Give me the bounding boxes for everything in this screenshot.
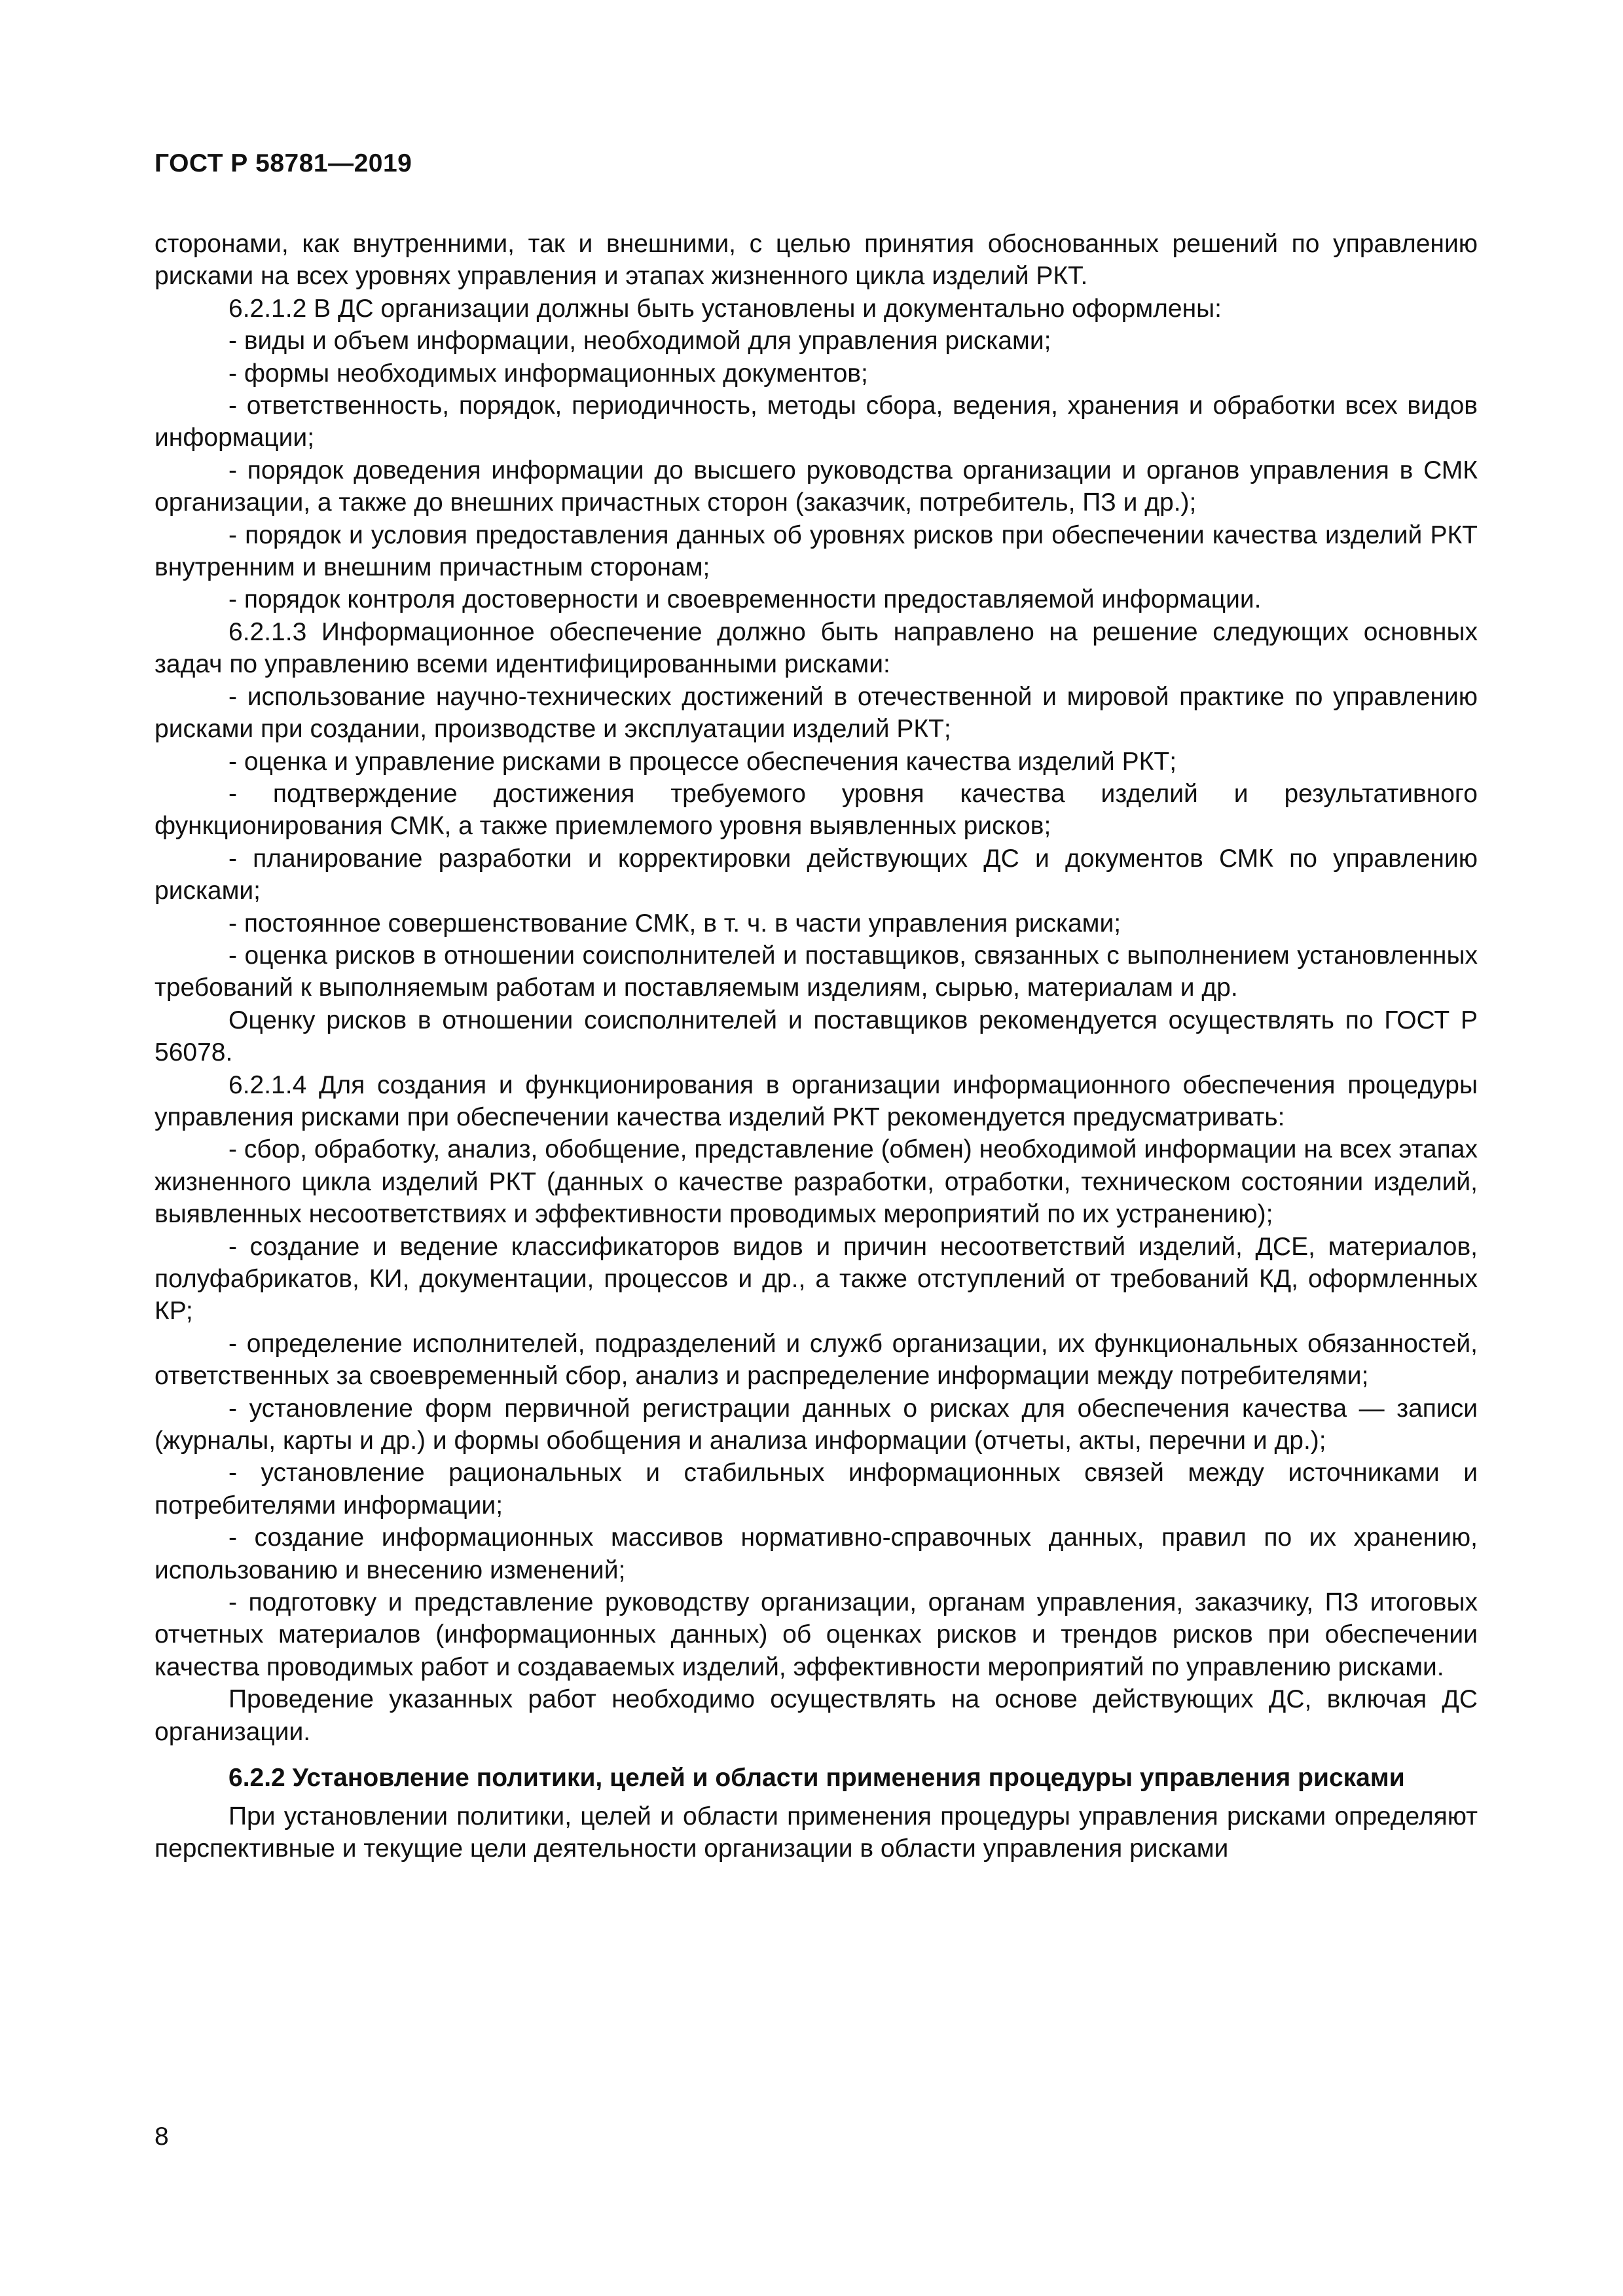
paragraph: 6.2.1.2 В ДС организации должны быть установлены и документально оформлены: [228,294,1222,323]
paragraph: сторонами, как внутренними, так и внешними, с целью принятия обоснованных решений по управлению рисками на всех уровнях управления и этапах жизненного цикла изделий РКТ. [155,230,1478,291]
paragraph: - формы необходимых информационных документов; [228,359,868,388]
paragraph: - виды и объем информации, необходимой для управления рисками; [228,327,1051,355]
paragraph: - ответственность, порядок, периодичность, методы сбора, ведения, хранения и обработки всех видов информации; [155,392,1478,452]
paragraph: - порядок доведения информации до высшего руководства организации и органов управления в СМК организации, а также до внешних причастных сторон (заказчик, потребитель, ПЗ и др.); [155,456,1478,517]
paragraph: - планирование разработки и корректировки действующих ДС и документов СМК по управлению рисками; [155,844,1478,905]
paragraph: При установлении политики, целей и области применения процедуры управления рисками определяют перспективные и текущие цели деятельности организации в области управления рисками [155,1802,1478,1863]
paragraph: 6.2.1.3 Информационное обеспечение должно быть направлено на решение следующих основных задач по управлению всеми идентифицированными рисками: [155,617,1478,679]
paragraph: - сбор, обработку, анализ, обобщение, представление (обмен) необходимой информации на всех этапах жизненного цикла изделий РКТ (данных о качестве разработки, отработки, техническом состоянии изделий, выявленных несоответствиях и эффективности проводимых мероприятий по их устранению); [155,1135,1478,1229]
paragraph: - использование научно-технических достижений в отечественной и мировой практике по управлению рисками при создании, производстве и эксплуатации изделий РКТ; [155,682,1478,744]
paragraph: - создание и ведение классификаторов видов и причин несоответствий изделий, ДСЕ, материалов, полуфабрикатов, КИ, документации, процессов и др., а также отступлений от требований КД, оформленных КР; [155,1232,1478,1326]
paragraph: - определение исполнителей, подразделений и служб организации, их функциональных обязанностей, ответственных за своевременный сбор, анализ и распределение информации между потребителями; [155,1329,1478,1391]
paragraph: - оценка и управление рисками в процессе обеспечения качества изделий РКТ; [228,747,1177,776]
paragraph: - подготовку и представление руководству организации, органам управления, заказчику, ПЗ итоговых отчетных материалов (информационных данных) об оценках рисков и трендов рисков при обеспечении качества проводимых работ и создаваемых изделий, эффективности мероприятий по управлению рисками. [155,1588,1478,1681]
paragraph: - порядок и условия предоставления данных об уровнях рисков при обеспечении качества изделий РКТ внутренним и внешним причастным сторонам; [155,520,1478,582]
paragraph: - установление форм первичной регистрации данных о рисках для обеспечения качества — записи (журналы, карты и др.) и формы обобщения и анализа информации (отчеты, акты, перечни и др.); [155,1394,1478,1455]
paragraph: - подтверждение достижения требуемого уровня качества изделий и результативного функционирования СМК, а также приемлемого уровня выявленных рисков; [155,779,1478,841]
page-number: 8 [155,2123,169,2151]
paragraph: 6.2.1.4 Для создания и функционирования в организации информационного обеспечения процедуры управления рисками при обеспечении качества изделий РКТ рекомендуется предусматривать: [155,1070,1478,1131]
paragraph: - установление рациональных и стабильных информационных связей между источниками и потребителями информации; [155,1459,1478,1520]
paragraph: - порядок контроля достоверности и своевременности предоставляемой информации. [228,585,1262,614]
paragraph: - постоянное совершенствование СМК, в т. ч. в части управления рисками; [228,909,1122,938]
document-header: ГОСТ Р 58781—2019 [155,149,412,177]
paragraph: - создание информационных массивов нормативно-справочных данных, правил по их хранению, использованию и внесению изменений; [155,1523,1478,1584]
paragraph: - оценка рисков в отношении соисполнителей и поставщиков, связанных с выполнением установленных требований к выполняемым работам и поставляемым изделиям, сырью, материалам и др. [155,941,1478,1002]
section-heading: 6.2.2 Установление политики, целей и области применения процедуры управления рисками [228,1764,1405,1793]
paragraph: Проведение указанных работ необходимо осуществлять на основе действующих ДС, включая ДС организации. [155,1685,1478,1746]
paragraph: Оценку рисков в отношении соисполнителей и поставщиков рекомендуется осуществлять по ГОСТ Р 56078. [155,1006,1478,1067]
document-body [155,228,1478,1865]
